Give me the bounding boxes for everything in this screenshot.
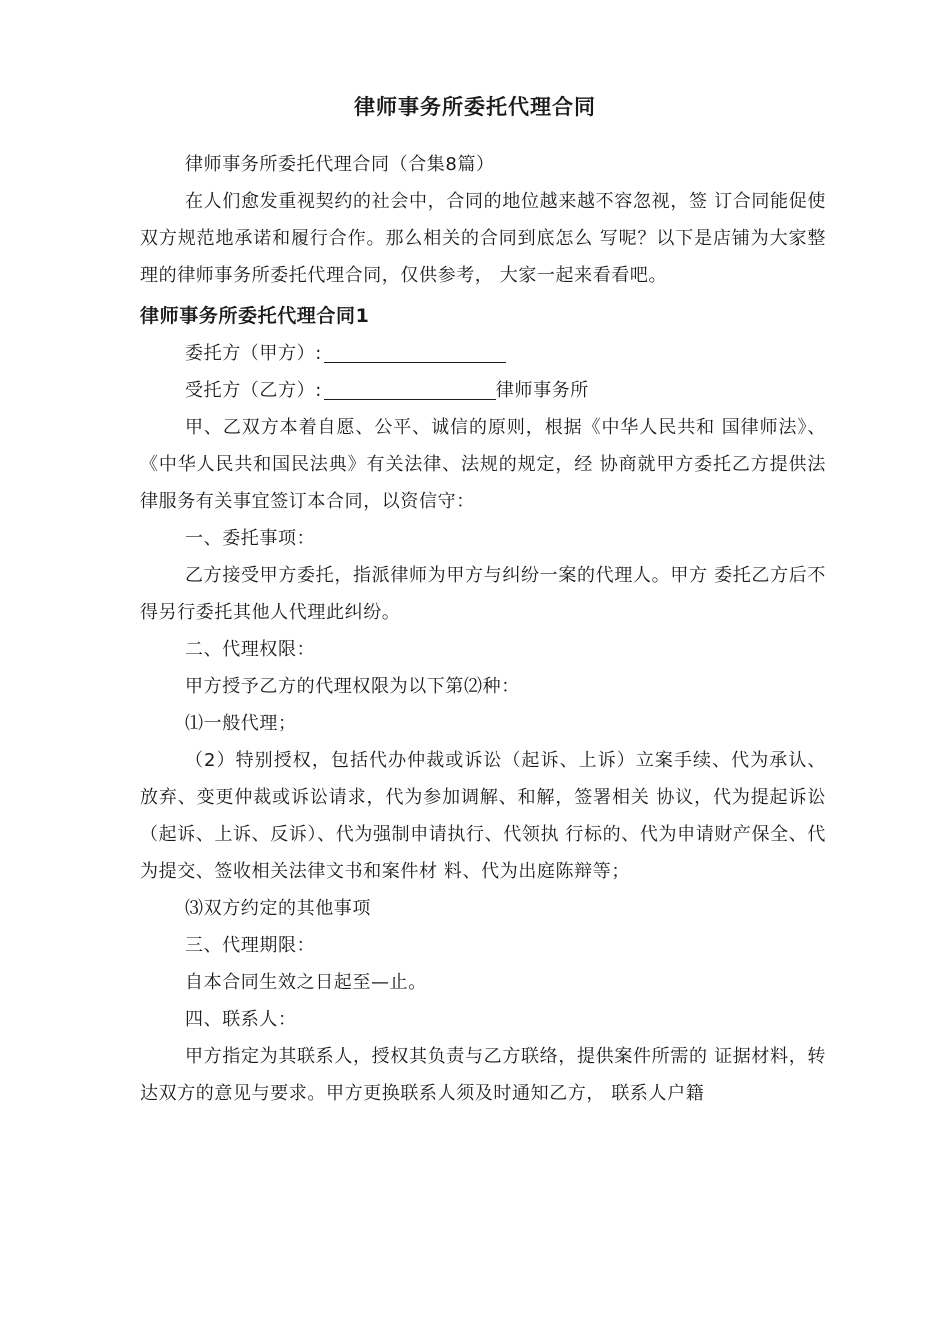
section-heading: 律师事务所委托代理合同1 xyxy=(140,305,370,327)
party-b-suffix: 律师事务所 xyxy=(495,380,589,401)
clause1-title: 一、委托事项： xyxy=(185,528,316,549)
party-b-label: 受托方（乙方）: xyxy=(185,380,322,401)
intro-paragraph: 在人们愈发重视契约的社会中，合同的地位越来越不容忽视，签 订合同能促使双方规范地承诺和履行合作。那么相关的合同到底怎么 写呢？以下是店铺为大家整理的律师事务所委托代理合同，仅供参考， 大家一起来看看吧。 xyxy=(140,191,826,286)
document-title: 律师事务所委托代理合同 xyxy=(354,95,596,119)
party-a-label: 委托方（甲方）: xyxy=(185,343,322,364)
party-a-blank xyxy=(324,340,506,363)
clause2-title: 二、代理权限： xyxy=(185,639,316,660)
document-subtitle: 律师事务所委托代理合同（合集8篇） xyxy=(185,154,495,175)
clause2-item2: （2）特别授权，包括代办仲裁或诉讼（起诉、上诉）立案手续、代为承认、放弃、变更仲裁或诉讼请求，代为参加调解、和解，签署相关 协议，代为提起诉讼（起诉、上诉、反诉）、代为强制申请执行、代领执 行标的、代为申请财产保全、代为提交、签收相关法律文书和案件材 料、代为出庭陈辩等； xyxy=(140,750,826,882)
clause4-text: 甲方指定为其联系人，授权其负责与乙方联络，提供案件所需的 证据材料，转达双方的意见与要求。甲方更换联系人须及时通知乙方， 联系人户籍 xyxy=(140,1046,826,1104)
clause3-title: 三、代理期限： xyxy=(185,935,316,956)
clause2-item1: ⑴一般代理； xyxy=(185,713,297,734)
clause3-text: 自本合同生效之日起至—止。 xyxy=(185,972,427,993)
party-a-line xyxy=(140,335,826,372)
party-b-line xyxy=(140,372,826,409)
clause1-text: 乙方接受甲方委托，指派律师为甲方与纠纷一案的代理人。甲方 委托乙方后不得另行委托其他人代理此纠纷。 xyxy=(140,565,826,623)
clause2-item3: ⑶双方约定的其他事项 xyxy=(185,898,371,919)
clause2-text: 甲方授予乙方的代理权限为以下第⑵种： xyxy=(185,676,520,697)
clause4-title: 四、联系人： xyxy=(185,1009,297,1030)
document-body xyxy=(140,146,826,1112)
party-b-blank xyxy=(324,377,496,400)
preamble-paragraph: 甲、乙双方本着自愿、公平、诚信的原则，根据《中华人民共和 国律师法》、《中华人民共和国民法典》有关法律、法规的规定，经 协商就甲方委托乙方提供法律服务有关事宜签订本合同，以资信守： xyxy=(140,417,826,512)
